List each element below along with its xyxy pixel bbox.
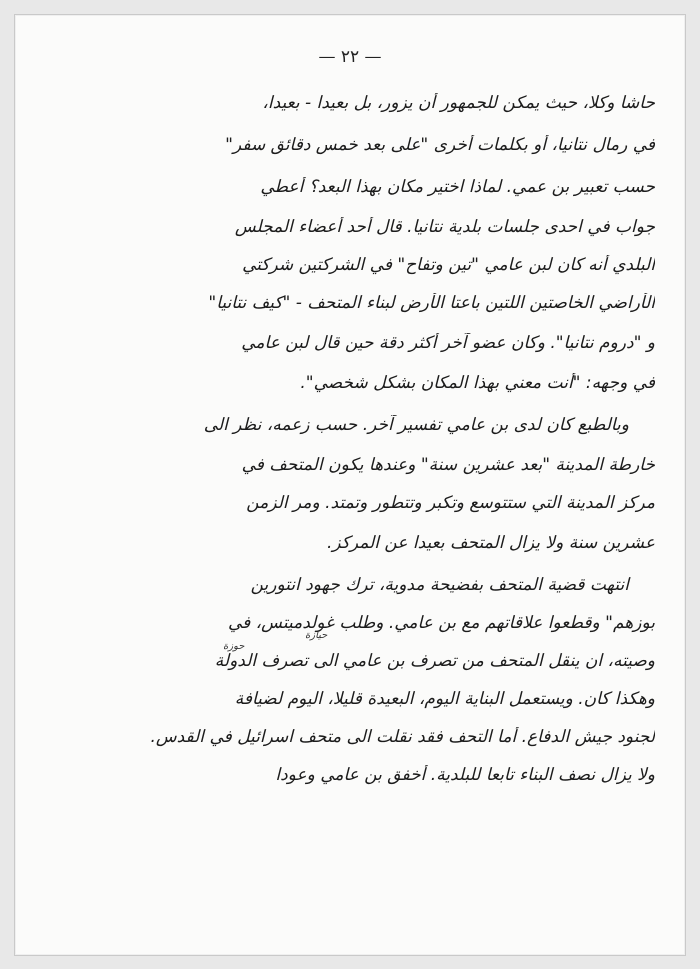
text-line: الأراضي الخاصتين اللتين باعتا الأرض لبناء المتحف - "كيف نتانيا" [208,293,655,313]
text-line: خارطة المدينة "بعد عشرين سنة" وعندها يكون المتحف في [241,455,655,475]
text-line: وصيته، ان ينقل المتحف من تصرف بن عامي الى تصرف الدولة [214,651,655,671]
interlinear-note: حيازة [305,630,328,641]
text-line: لجنود جيش الدفاع. أما التحف فقد نقلت الى متحف اسرائيل في القدس. [150,727,655,747]
text-line: حسب تعبير بن عمي. لماذا اختير مكان بهذا البعد؟ أعطي [260,177,655,197]
text-line: حاشا وكلا، حيث يمكن للجمهور أن يزور، بل بعيدا - بعيدا، [262,93,655,113]
text-line: مركز المدينة التي ستتوسع وتكبر وتتطور وتمتد. ومر الزمن [246,493,655,513]
text-line: البلدي أنه كان لبن عامي "تين وتفاح" في الشركتين شركتي [242,255,655,275]
manuscript-page [14,14,686,956]
text-line: و "دروم نتانيا". وكان عضو آخر أكثر دقة حين قال لبن عامي [241,333,655,353]
text-line: وهكذا كان. ويستعمل البناية اليوم، البعيدة قليلا، اليوم لضيافة [234,689,655,709]
text-line: انتهت قضية المتحف بفضيحة مدوية، ترك جهود انتورين [250,575,629,595]
interlinear-note: حوزة [223,641,245,652]
text-line: في رمال نتانيا، أو بكلمات أخرى "على بعد خمس دقائق سفر" [225,135,655,155]
text-line: في وجهه: "أنت معني بهذا المكان بشكل شخصي". [300,373,655,393]
text-line: ولا يزال نصف البناء تابعا للبلدية. أخفق بن عامي وعودا [275,765,655,785]
text-line: عشرين سنة ولا يزال المتحف بعيدا عن المركز. [327,533,655,553]
text-line: جواب في احدى جلسات بلدية نتانيا. قال أحد أعضاء المجلس [234,217,655,237]
page-number: — ٢٢ — [318,47,382,67]
text-line: وبالطبع كان لدى بن عامي تفسير آخر. حسب زعمه، نظر الى [203,415,629,435]
text-line: بوزهم" وقطعوا علاقاتهم مع بن عامي. وطلب غولدميتس، في [227,613,655,633]
